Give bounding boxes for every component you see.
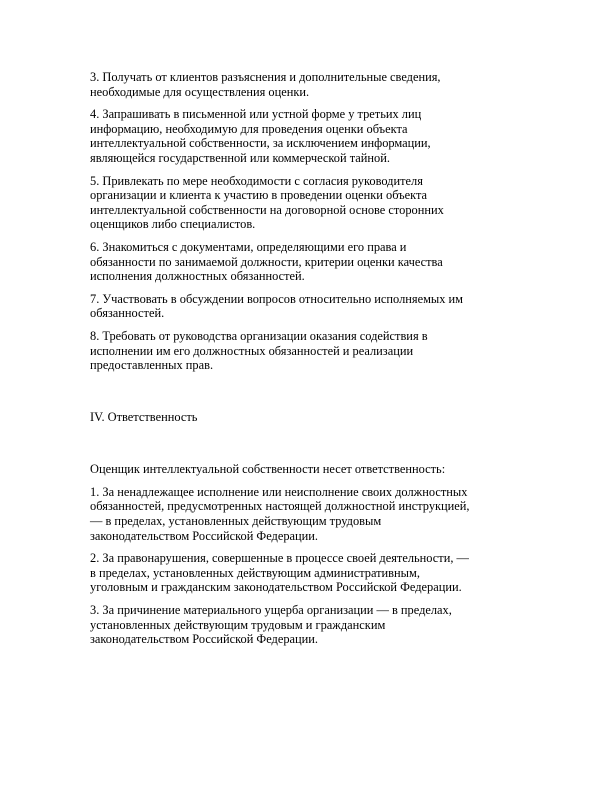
rights-item-3: 3. Получать от клиентов разъяснения и дополнительные сведения, необходимые для осуществления оценки. bbox=[90, 70, 441, 99]
document-body bbox=[90, 70, 522, 655]
rights-item-4: 4. Запрашивать в письменной или устной форме у третьих лиц информацию, необходимую для проведения оценки объекта интеллектуальной собственности, за исключением информации, являющейся государственной или коммерческой тайной. bbox=[90, 107, 431, 165]
responsibility-item-1: 1. За ненадлежащее исполнение или неисполнение своих должностных обязанностей, предусмотренных настоящей должностной инструкцией, — в пределах, установленных действующим трудовым законодательством Российской Федерации. bbox=[90, 484, 470, 543]
rights-item-5: 5. Привлекать по мере необходимости с согласия руководителя организации и клиента к участию в проведении оценки объекта интеллектуальной собственности на договорной основе сторонних оценщиков либо специалистов. bbox=[90, 173, 444, 232]
rights-item-7: 7. Участвовать в обсуждении вопросов относительно исполняемых им обязанностей. bbox=[90, 291, 464, 321]
responsibility-item-3: 3. За причинение материального ущерба организации — в пределах, установленных действующим трудовым и гражданским законодательством Российской Федерации. bbox=[90, 603, 452, 647]
responsibility-intro: Оценщик интеллектуальной собственности несет ответственность: bbox=[90, 462, 446, 477]
responsibility-item-2: 2. За правонарушения, совершенные в процессе своей деятельности, — в пределах, установленных действующим административным, уголовным и гражданским законодательством Российской Федерации. bbox=[90, 551, 469, 595]
rights-item-6: 6. Знакомиться с документами, определяющими его права и обязанности по занимаемой должности, критерии оценки качества исполнения должностных обязанностей. bbox=[90, 239, 443, 284]
section-heading-responsibility: IV. Ответственность bbox=[90, 409, 198, 424]
rights-item-8: 8. Требовать от руководства организации оказания содействия в исполнении им его должностных обязанностей и реализации предоставленных прав. bbox=[90, 328, 428, 373]
